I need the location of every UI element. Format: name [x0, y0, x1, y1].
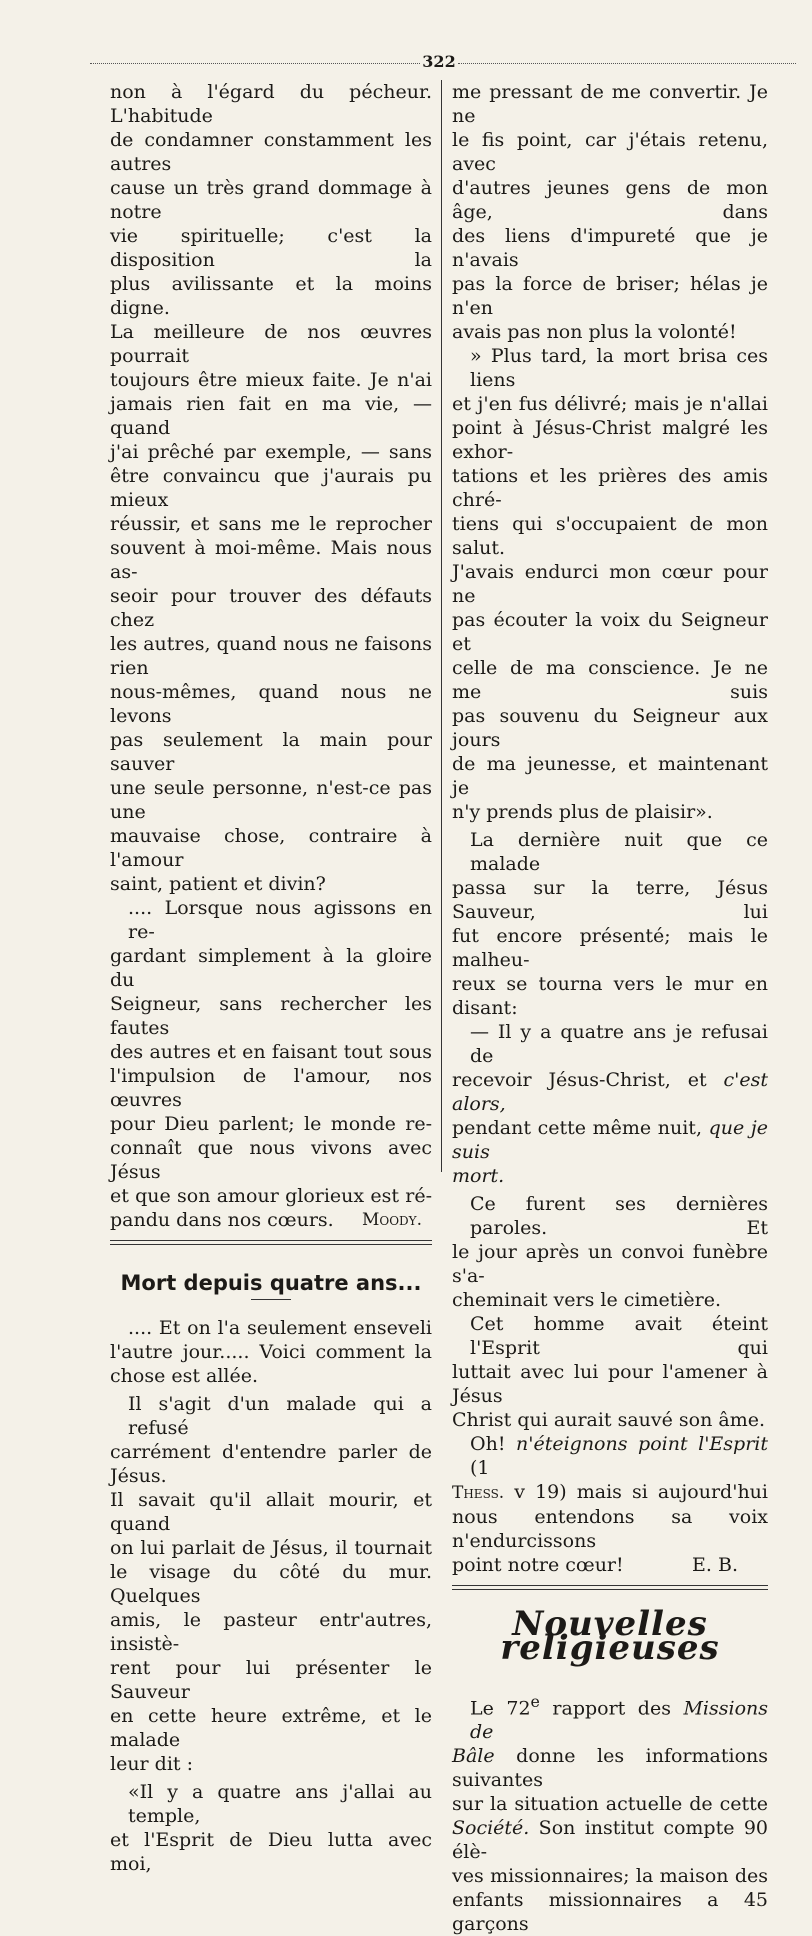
- text-line: cheminait vers le cimetière.: [452, 1289, 722, 1311]
- text-line: sur la situation actuelle de cette: [452, 1793, 768, 1816]
- paragraph: [452, 80, 768, 344]
- text-line: pas écouter la voix du Seigneur et: [452, 609, 768, 655]
- text-line: «Il y a quatre ans j'allai au temple,: [128, 1781, 432, 1827]
- text-line: connaît que nous vivons avec Jésus: [110, 1137, 432, 1183]
- text-line: en cette heure extrême, et le malade: [110, 1705, 432, 1751]
- text-line: l'autre jour..... Voici comment la: [110, 1341, 432, 1363]
- text-line: point à Jésus-Christ malgré les exhor-: [452, 417, 768, 463]
- text-line: et l'Esprit de Dieu lutta avec moi,: [110, 1829, 432, 1875]
- text-line: de ma jeunesse, et maintenant je: [452, 753, 768, 799]
- text-line: n'y prends plus de plaisir».: [452, 801, 713, 823]
- paragraph-continued: [110, 1340, 432, 1388]
- text-fragment: recevoir Jésus-Christ, et: [452, 1069, 724, 1091]
- text-line: J'avais endurci mon cœur pour ne: [452, 561, 768, 607]
- text-line: et que son amour glorieux est ré-: [110, 1185, 432, 1207]
- text-line: passa sur la terre, Jésus Sauveur, lui: [452, 877, 768, 923]
- text-line: Cet homme avait éteint l'Esprit qui: [470, 1313, 768, 1359]
- text-line: .... Lorsque nous agissons en re-: [128, 897, 432, 943]
- left-column: [110, 80, 432, 1876]
- paragraph: [110, 1316, 432, 1340]
- text-line: reux se tourna vers le mur en disant:: [452, 973, 768, 1019]
- paragraph: [110, 80, 432, 896]
- text-fragment: Le 72: [470, 1697, 531, 1720]
- text-line: réussir, et sans me le reprocher: [110, 513, 432, 535]
- author-name: Moody.: [361, 1210, 422, 1230]
- italic-text: n'éteignons point l'Esprit: [516, 1433, 768, 1455]
- text-line: [452, 1480, 768, 1505]
- text-line: plus avilissante et la moins digne.: [110, 273, 432, 319]
- text-line: jamais rien fait en ma vie, — quand: [110, 393, 432, 439]
- text-fragment: donne les informations suivantes: [452, 1745, 768, 1792]
- text-line: et j'en fus délivré; mais je n'allai: [452, 393, 768, 415]
- section-divider: [110, 1240, 432, 1245]
- text-line: nous entendons sa voix n'endurcissons: [452, 1506, 768, 1552]
- superscript: e: [530, 1692, 540, 1711]
- paragraph: [452, 1312, 768, 1432]
- text-line: mort.: [452, 1165, 505, 1187]
- title-rule: [251, 1299, 291, 1300]
- text-line: [452, 1432, 768, 1480]
- text-line: j'ai prêché par exemple, — sans: [110, 441, 432, 463]
- text-line: cause un très grand dommage à notre: [110, 177, 432, 223]
- text-fragment: pandu dans nos cœurs.: [110, 1209, 334, 1231]
- paragraph: [110, 896, 432, 944]
- text-line: Ce furent ses dernières paroles. Et: [470, 1193, 768, 1239]
- text-line: le visage du côté du mur. Quelques: [110, 1561, 432, 1607]
- text-line: tiens qui s'occupaient de mon salut.: [452, 513, 768, 559]
- text-line: rent pour lui présenter le Sauveur: [110, 1657, 432, 1703]
- text-line: avais pas non plus la volonté!: [452, 321, 737, 343]
- text-line: ves missionnaires; la maison des: [452, 1865, 768, 1888]
- text-fragment: pendant cette même nuit,: [452, 1117, 709, 1139]
- text-line: Il s'agit d'un malade qui a refusé: [128, 1393, 432, 1439]
- text-line: toujours être mieux faite. Je n'ai: [110, 369, 432, 391]
- page-number: 322: [422, 52, 456, 71]
- text-line: enfants missionnaires a 45 garçons: [452, 1889, 768, 1936]
- text-line: [452, 1553, 768, 1577]
- text-line: pour Dieu parlent; le monde re-: [110, 1113, 432, 1135]
- text-line: les autres, quand nous ne faisons rien: [110, 633, 432, 679]
- text-line: de condamner constamment les autres: [110, 129, 432, 175]
- text-line: [452, 1116, 768, 1164]
- right-column: [452, 80, 768, 1936]
- italic-text: Société.: [452, 1817, 530, 1840]
- text-line: des autres et en faisant tout sous: [110, 1041, 432, 1063]
- paragraph: [110, 1780, 432, 1876]
- signature: E. B.: [692, 1554, 738, 1576]
- text-line: .... Et on l'a seulement enseveli: [128, 1317, 432, 1339]
- text-line: Seigneur, sans rechercher les fautes: [110, 993, 432, 1039]
- column-divider: [441, 80, 442, 1172]
- text-line: tations et les prières des amis chré-: [452, 465, 768, 511]
- section-title: Nouvelles religieuses: [500, 1604, 720, 1668]
- text-line: chose est allée.: [110, 1365, 259, 1387]
- text-fragment: Oh!: [470, 1433, 516, 1455]
- text-line: nous-mêmes, quand nous ne levons: [110, 681, 432, 727]
- header-rule-right: [458, 63, 796, 64]
- text-line: mauvaise chose, contraire à l'amour: [110, 825, 432, 871]
- paragraph: [452, 344, 768, 824]
- text-line: pas la force de briser; hélas je n'en: [452, 273, 768, 319]
- paragraph: [452, 1020, 768, 1188]
- text-line: pas seulement la main pour sauver: [110, 729, 432, 775]
- text-line: pas souvenu du Seigneur aux jours: [452, 705, 768, 751]
- text-line: [110, 1208, 432, 1232]
- text-fragment: Son institut compte 90 élè-: [452, 1817, 768, 1864]
- paragraph: [452, 1432, 768, 1577]
- text-line: Il savait qu'il allait mourir, et quand: [110, 1489, 432, 1535]
- text-line: gardant simplement à la gloire du: [110, 945, 432, 991]
- text-line: [452, 1068, 768, 1116]
- text-line: l'impulsion de l'amour, nos œuvres: [110, 1065, 432, 1111]
- text-line: La dernière nuit que ce malade: [470, 829, 768, 875]
- text-fragment: point notre cœur!: [452, 1554, 624, 1576]
- text-line: leur dit :: [110, 1753, 193, 1775]
- text-line: luttait avec lui pour l'amener à Jésus: [452, 1361, 768, 1407]
- text-line: amis, le pasteur entr'autres, insistè-: [110, 1609, 432, 1655]
- text-line: seoir pour trouver des défauts chez: [110, 585, 432, 631]
- section-title: Mort depuis quatre ans...: [120, 1271, 422, 1295]
- page-header: [0, 52, 812, 76]
- paragraph: [110, 1392, 432, 1776]
- text-fragment: v 19) mais si aujourd'hui: [504, 1481, 768, 1503]
- text-line: [452, 1744, 768, 1792]
- text-line: me pressant de me convertir. Je ne: [452, 81, 768, 127]
- text-line: La meilleure de nos œuvres pourrait: [110, 321, 432, 367]
- italic-text: que je suis: [452, 1117, 768, 1163]
- italic-text: Bâle: [452, 1745, 495, 1768]
- italic-text: Missions de: [470, 1697, 769, 1744]
- text-line: vie spirituelle; c'est la disposition la: [110, 225, 432, 271]
- paragraph: [452, 1690, 768, 1936]
- text-line: une seule personne, n'est-ce pas une: [110, 777, 432, 823]
- section-divider: [452, 1585, 768, 1590]
- paragraph: [452, 828, 768, 1020]
- text-line: celle de ma conscience. Je ne me suis: [452, 657, 768, 703]
- text-line: » Plus tard, la mort brisa ces liens: [470, 345, 768, 391]
- text-line: carrément d'entendre parler de Jésus.: [110, 1441, 432, 1487]
- text-line: — Il y a quatre ans je refusai de: [470, 1021, 768, 1067]
- text-line: le jour après un convoi funèbre s'a-: [452, 1241, 768, 1287]
- text-line: des liens d'impureté que je n'avais: [452, 225, 768, 271]
- small-caps-text: Thess.: [452, 1483, 505, 1503]
- paragraph-continued: [110, 944, 432, 1232]
- text-line: fut encore présenté; mais le malheu-: [452, 925, 768, 971]
- paragraph: [452, 1192, 768, 1312]
- text-line: saint, patient et divin?: [110, 873, 326, 895]
- text-line: [452, 1690, 768, 1744]
- text-line: non à l'égard du pécheur. L'habitude: [110, 81, 432, 127]
- text-fragment: rapport des: [539, 1697, 684, 1720]
- text-fragment: (1: [470, 1457, 490, 1479]
- text-line: Christ qui aurait sauvé son âme.: [452, 1409, 766, 1431]
- text-line: souvent à moi-même. Mais nous as-: [110, 537, 432, 583]
- text-line: être convaincu que j'aurais pu mieux: [110, 465, 432, 511]
- text-line: le fis point, car j'étais retenu, avec: [452, 129, 768, 175]
- text-line: d'autres jeunes gens de mon âge, dans: [452, 177, 768, 223]
- header-rule-left: [90, 63, 420, 64]
- text-line: [452, 1816, 768, 1864]
- italic-text: c'est alors,: [452, 1069, 768, 1115]
- text-line: on lui parlait de Jésus, il tournait: [110, 1537, 432, 1559]
